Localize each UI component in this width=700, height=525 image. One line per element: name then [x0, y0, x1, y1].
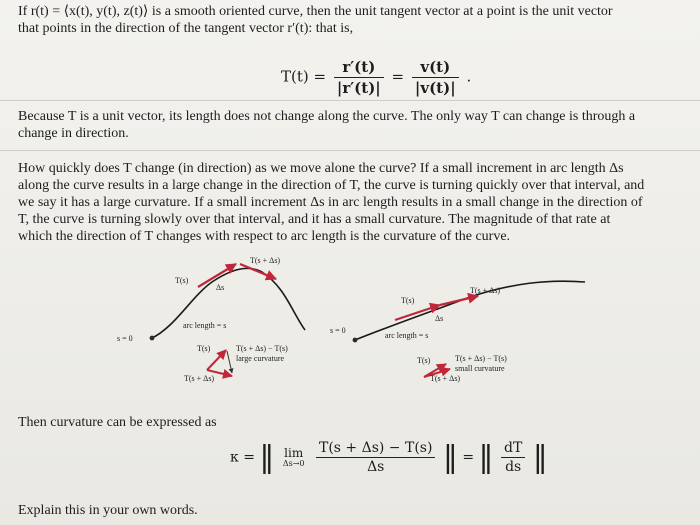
eq1-frac2-den: |v(t)| [414, 79, 456, 97]
unit-tangent-equation [281, 58, 471, 97]
right-label-ts: T(s) [401, 296, 415, 305]
eq2-den: Δs [367, 459, 385, 475]
left-label-ts: T(s) [175, 276, 189, 285]
paragraph-3-line-5: which the direction of T changes with respect to arc length is the curvature of the curve. [18, 229, 511, 244]
left-label-diff-tsds: T(s + Δs) [184, 374, 215, 383]
eq1-frac2-num: v(t) [412, 58, 459, 78]
prompt-text: Explain this in your own words. [18, 503, 198, 518]
paragraph-unit-tangent [18, 3, 682, 37]
eq2-lim-sub: Δs→0 [282, 459, 305, 468]
paragraph-unit-vector [18, 108, 682, 142]
eq1-lhs: T(t) = [281, 67, 327, 86]
right-label-tsds: T(s + Δs) [470, 286, 501, 295]
eq1-fraction-v [412, 58, 459, 97]
right-label-delta-s: Δs [435, 314, 444, 323]
curvature-figure-drawing [0, 252, 700, 402]
right-label-s0: s = 0 [330, 326, 346, 335]
eq2-kappa: κ = [230, 449, 255, 466]
eq1-equals: = [391, 67, 405, 86]
eq2-derivative [501, 440, 525, 475]
right-label-diff-ts: T(s) [417, 356, 431, 365]
eq1-frac1-num: r′(t) [334, 58, 384, 78]
left-label-tsds: T(s + Δs) [250, 256, 281, 265]
left-diff-ts [207, 350, 226, 370]
paragraph-2-line-1: Because T is a unit vector, its length does not change along the curve. The only way T can change is through a [18, 109, 636, 124]
eq2-fraction [316, 440, 435, 475]
eq1-period: . [466, 67, 472, 86]
left-tangent-tsds [240, 264, 276, 279]
right-tangent-ts [395, 305, 440, 320]
left-label-diff-expr: T(s + Δs) − T(s) [236, 344, 288, 353]
curvature-figure [0, 252, 700, 402]
left-label-curvature: large curvature [236, 354, 285, 363]
eq1-frac1-den: |r′(t)| [336, 79, 381, 97]
paragraph-3-line-2: along the curve results in a large change in the direction of T, the curve is turning quickly over that interval, and [18, 178, 645, 193]
right-label-diff-expr: T(s + Δs) − T(s) [455, 354, 507, 363]
paragraph-expressed: Then curvature can be expressed as [18, 415, 217, 430]
paragraph-2-line-2: change in direction. [18, 126, 129, 141]
paragraph-curvature [18, 160, 682, 245]
paragraph-1-line-2: that points in the direction of the tangent vector r′(t): that is, [18, 21, 354, 36]
eq2-lim: lim [284, 446, 304, 460]
left-label-diff-ts: T(s) [197, 344, 211, 353]
right-label-diff-tsds: T(s + Δs) [430, 374, 461, 383]
eq2-num: T(s + Δs) − T(s) [316, 440, 435, 458]
right-label-curvature: small curvature [455, 364, 505, 373]
eq2-equals: = [462, 449, 475, 466]
divider [0, 100, 700, 101]
right-tangent-tsds [440, 296, 478, 305]
paragraph-3-line-4: T, the curve is turning slowly over that interval, and it has a small curvature. The magnitude of that rate at [18, 212, 611, 227]
left-label-s0: s = 0 [117, 334, 133, 343]
paragraph-3-line-3: we say it has a large curvature. If a small increment Δs in arc length results in a small change in the direction of [18, 195, 643, 210]
paragraph-3-line-1: How quickly does T change (in direction) as we move alone the curve? If a small increment in arc length Δs [18, 161, 624, 176]
right-start-point [353, 338, 358, 343]
left-start-point [150, 336, 155, 341]
paragraph-1-line-1: If r(t) = ⟨x(t), y(t), z(t)⟩ is a smooth oriented curve, then the unit tangent vector at a point is the unit vector [18, 4, 613, 19]
eq2-d-num: dT [501, 440, 525, 458]
right-label-arc-length: arc length = s [385, 331, 429, 340]
eq1-fraction-r [334, 58, 384, 97]
eq2-d-den: ds [505, 459, 522, 475]
curvature-equation: κ = ‖ lim Δs→0 $\frac{T(s + \Delta s) - T(s)}{\Delta s}$ ‖ = ‖ $\frac{dT}{ds}$ ‖ [230, 439, 548, 475]
left-label-arc-length: arc length = s [183, 321, 227, 330]
left-label-delta-s: Δs [216, 283, 225, 292]
eq2-limit [283, 447, 305, 468]
divider [0, 150, 700, 151]
left-diff-vector [227, 351, 232, 373]
